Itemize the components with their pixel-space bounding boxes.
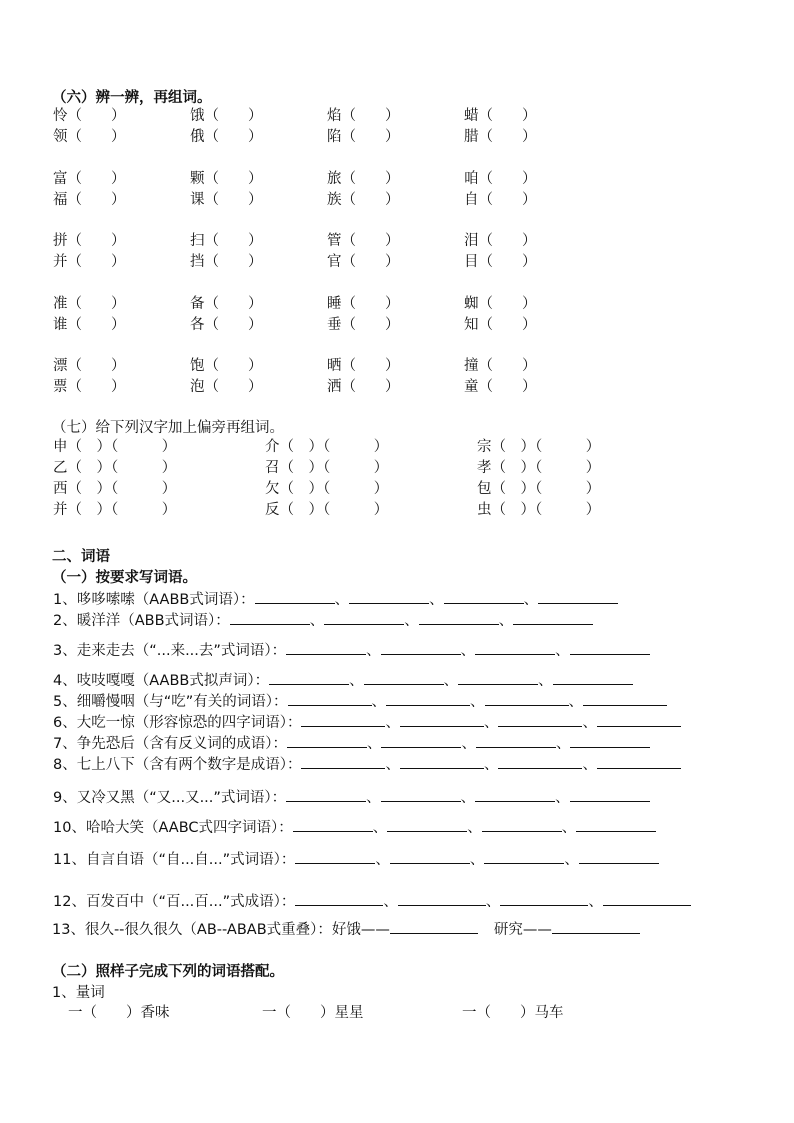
question-label: 1、哆哆嗦嗦（AABB式词语）： [53,592,255,608]
char-item: 福（ ） [53,191,126,208]
char-item: 晒（ ） [327,358,400,374]
answer-blank[interactable] [287,733,367,748]
answer-blank[interactable] [349,589,429,604]
answer-blank[interactable] [400,754,484,769]
answer-blank[interactable] [295,849,375,864]
char-item: 族（ ） [327,191,400,208]
answer-blank[interactable] [390,919,478,934]
answer-blank[interactable] [498,712,582,727]
char-item: 睡（ ） [327,295,400,312]
answer-blank[interactable] [576,817,656,832]
question-label: 11、自言自语（“自...自...”式词语）： [53,852,296,868]
separator: 、 [498,613,514,629]
question-line [53,690,667,711]
separator: 、 [385,757,400,773]
match-sub: 1、量词 [52,985,105,1001]
answer-blank[interactable] [364,670,444,685]
radical-item: 并（ ）（ ） [53,502,177,518]
question-label: 9、又冷又黑（“又...又...”式词语）： [53,790,287,806]
q13-item2: 研究—— [493,922,552,938]
answer-blank[interactable] [513,610,593,625]
radical-item: 宗（ ）（ ） [477,439,601,455]
separator: 、 [366,643,381,659]
char-item: 饱（ ） [190,358,263,374]
match-item-1: 一（ ）香味 [68,1005,170,1021]
char-item: 怜（ ） [53,108,126,124]
char-item: 谁（ ） [53,316,126,333]
answer-blank[interactable] [295,891,383,906]
answer-blank[interactable] [390,849,470,864]
section6-title: （六）辨一辨，再组词。 [52,90,212,106]
question-label: 7、争先恐后（含有反义词的成语）： [53,736,287,752]
q13-label: 13、很久--很久很久（AB--ABAB式重叠）： [52,922,332,938]
radical-item: 虫（ ）（ ） [477,502,601,518]
answer-blank[interactable] [603,891,691,906]
answer-blank[interactable] [386,691,470,706]
section6-row [53,356,584,377]
answer-blank[interactable] [476,733,556,748]
section7-title: （七）给下列汉字加上偏旁再组词。 [52,420,284,436]
section7-grid [53,437,689,521]
separator: 、 [375,852,390,868]
separator: 、 [460,790,476,806]
answer-blank[interactable] [286,787,366,802]
answer-blank[interactable] [485,691,569,706]
question-line [53,588,618,609]
separator: 、 [555,736,571,752]
separator: 、 [469,852,485,868]
answer-blank[interactable] [419,610,499,625]
section6-row [53,127,584,148]
question-label: 12、百发百中（“百...百...”式成语）： [53,894,296,910]
char-item: 并（ ） [53,254,126,270]
separator: 、 [582,757,597,773]
char-item: 备（ ） [190,295,263,312]
separator: 、 [404,613,419,629]
answer-blank[interactable] [597,712,681,727]
separator: 、 [582,715,597,731]
match-item-3: 一（ ）马车 [462,1005,564,1021]
separator: 、 [561,820,577,836]
char-item: 富（ ） [53,170,126,187]
char-item: 垂（ ） [327,316,400,333]
separator: 、 [372,820,388,836]
section6-group [53,294,584,336]
char-item: 洒（ ） [327,379,400,395]
question-label: 10、哈哈大笑（AABC式四字词语）： [53,820,293,836]
separator: 、 [460,643,476,659]
char-item: 泡（ ） [190,379,263,395]
separator: 、 [564,852,579,868]
answer-blank[interactable] [381,787,461,802]
section7-row [53,500,689,521]
answer-blank[interactable] [458,670,538,685]
separator: 、 [334,592,350,608]
char-item: 官（ ） [327,254,400,270]
question-line [53,639,650,660]
char-item: 漂（ ） [53,358,126,374]
radical-item: 包（ ）（ ） [477,481,601,497]
question-label: 6、大吃一惊（形容惊恐的四字词语）： [53,715,302,731]
question-line [53,609,593,630]
answer-blank[interactable] [381,640,461,655]
char-item: 焰（ ） [327,108,400,124]
section6-row [53,252,584,273]
radical-item: 召（ ）（ ） [265,460,389,476]
answer-blank[interactable] [553,670,633,685]
separator: 、 [467,820,482,836]
separator: 、 [349,673,364,689]
char-item: 自（ ） [464,191,537,208]
answer-blank[interactable] [301,712,385,727]
answer-blank[interactable] [293,817,373,832]
question-line [53,816,656,837]
char-item: 蜡（ ） [464,108,537,124]
answer-blank[interactable] [255,589,335,604]
radical-item: 西（ ）（ ） [53,481,177,497]
section6-group [53,169,584,211]
char-item: 童（ ） [464,379,537,395]
answer-blank[interactable] [230,610,310,625]
separator: 、 [483,757,499,773]
char-item: 挡（ ） [190,254,263,270]
separator: 、 [366,790,381,806]
answer-blank[interactable] [324,610,404,625]
char-item: 知（ ） [464,316,537,333]
char-item: 票（ ） [53,379,126,395]
separator: 、 [371,694,386,710]
answer-blank[interactable] [301,754,385,769]
question-label: 5、细嚼慢咽（与“吃”有关的词语）： [53,694,288,710]
match-item-2: 一（ ）星星 [262,1005,364,1021]
answer-blank[interactable] [286,640,366,655]
answer-blank[interactable] [597,754,681,769]
radical-item: 欠（ ）（ ） [265,481,389,497]
question-label: 3、走来走去（“...来...去”式词语）： [53,643,287,659]
question-line [53,753,681,774]
separator: 、 [383,894,398,910]
answer-blank[interactable] [498,754,582,769]
char-item: 颗（ ） [190,170,263,187]
answer-blank[interactable] [583,691,667,706]
question-line [53,711,681,732]
separator: 、 [538,673,553,689]
radical-item: 介（ ）（ ） [265,439,389,455]
char-item: 腊（ ） [464,129,537,145]
answer-blank[interactable] [398,891,486,906]
answer-blank[interactable] [288,691,372,706]
match-title: （二）照样子完成下列的词语搭配。 [52,964,284,980]
question-13 [52,918,640,939]
answer-blank[interactable] [269,670,349,685]
char-item: 准（ ） [53,295,126,312]
char-item: 各（ ） [190,316,263,333]
question-line [53,669,633,690]
separator: 、 [429,592,444,608]
char-item: 旅（ ） [327,170,400,187]
section6-group [53,356,584,398]
separator: 、 [366,736,382,752]
section6-row [53,315,584,336]
answer-blank[interactable] [538,589,618,604]
section6-row [53,231,584,252]
char-item: 领（ ） [53,129,126,145]
radical-item: 乙（ ）（ ） [53,460,177,476]
section6-row [53,294,584,315]
answer-blank[interactable] [579,849,659,864]
char-item: 泪（ ） [464,233,537,249]
section6-grid [53,106,584,419]
part2-title: 二、词语 [52,549,110,565]
answer-blank[interactable] [381,733,461,748]
answer-blank[interactable] [444,589,524,604]
answer-blank[interactable] [475,640,555,655]
answer-blank[interactable] [570,787,650,802]
char-item: 拼（ ） [53,233,126,249]
char-item: 目（ ） [464,254,537,270]
separator: 、 [485,894,501,910]
answer-blank[interactable] [400,712,484,727]
answer-blank[interactable] [484,849,564,864]
section6-row [53,377,584,398]
question-line [53,732,650,753]
char-item: 咱（ ） [464,170,537,187]
section6-row [53,190,584,211]
part2-subtitle: （一）按要求写词语。 [52,570,197,586]
section7-row [53,458,689,479]
section6-group [53,231,584,273]
char-item: 蜘（ ） [464,295,537,312]
char-item: 陷（ ） [327,129,400,145]
section7-row [53,479,689,500]
char-item: 管（ ） [327,233,400,249]
question-label: 8、七上八下（含有两个数字是成语）： [53,757,302,773]
char-item: 撞（ ） [464,358,537,374]
separator: 、 [443,673,459,689]
separator: 、 [588,894,603,910]
radical-item: 反（ ）（ ） [265,502,389,518]
char-item: 扫（ ） [190,233,263,249]
question-label: 2、暖洋洋（ABB式词语）： [53,613,230,629]
separator: 、 [523,592,539,608]
radical-item: 孝（ ）（ ） [477,460,601,476]
question-label: 4、吱吱嘎嘎（AABB式拟声词）： [53,673,270,689]
separator: 、 [555,643,570,659]
answer-blank[interactable] [570,640,650,655]
char-item: 饿（ ） [190,108,263,124]
section6-row [53,169,584,190]
separator: 、 [555,790,570,806]
q13-item1: 好饿—— [331,922,390,938]
answer-blank[interactable] [482,817,562,832]
answer-blank[interactable] [475,787,555,802]
radical-item: 申（ ）（ ） [53,439,177,455]
question-line [53,786,650,807]
char-item: 课（ ） [190,191,263,208]
section7-row [53,437,689,458]
section6-group [53,106,584,148]
answer-blank[interactable] [387,817,467,832]
answer-blank[interactable] [552,919,640,934]
answer-blank[interactable] [570,733,650,748]
question-line [53,890,691,911]
separator: 、 [461,736,476,752]
separator: 、 [385,715,400,731]
section6-row [53,106,584,127]
separator: 、 [483,715,499,731]
char-item: 俄（ ） [190,129,263,145]
answer-blank[interactable] [500,891,588,906]
question-line [53,848,659,869]
separator: 、 [470,694,485,710]
separator: 、 [568,694,583,710]
separator: 、 [309,613,325,629]
